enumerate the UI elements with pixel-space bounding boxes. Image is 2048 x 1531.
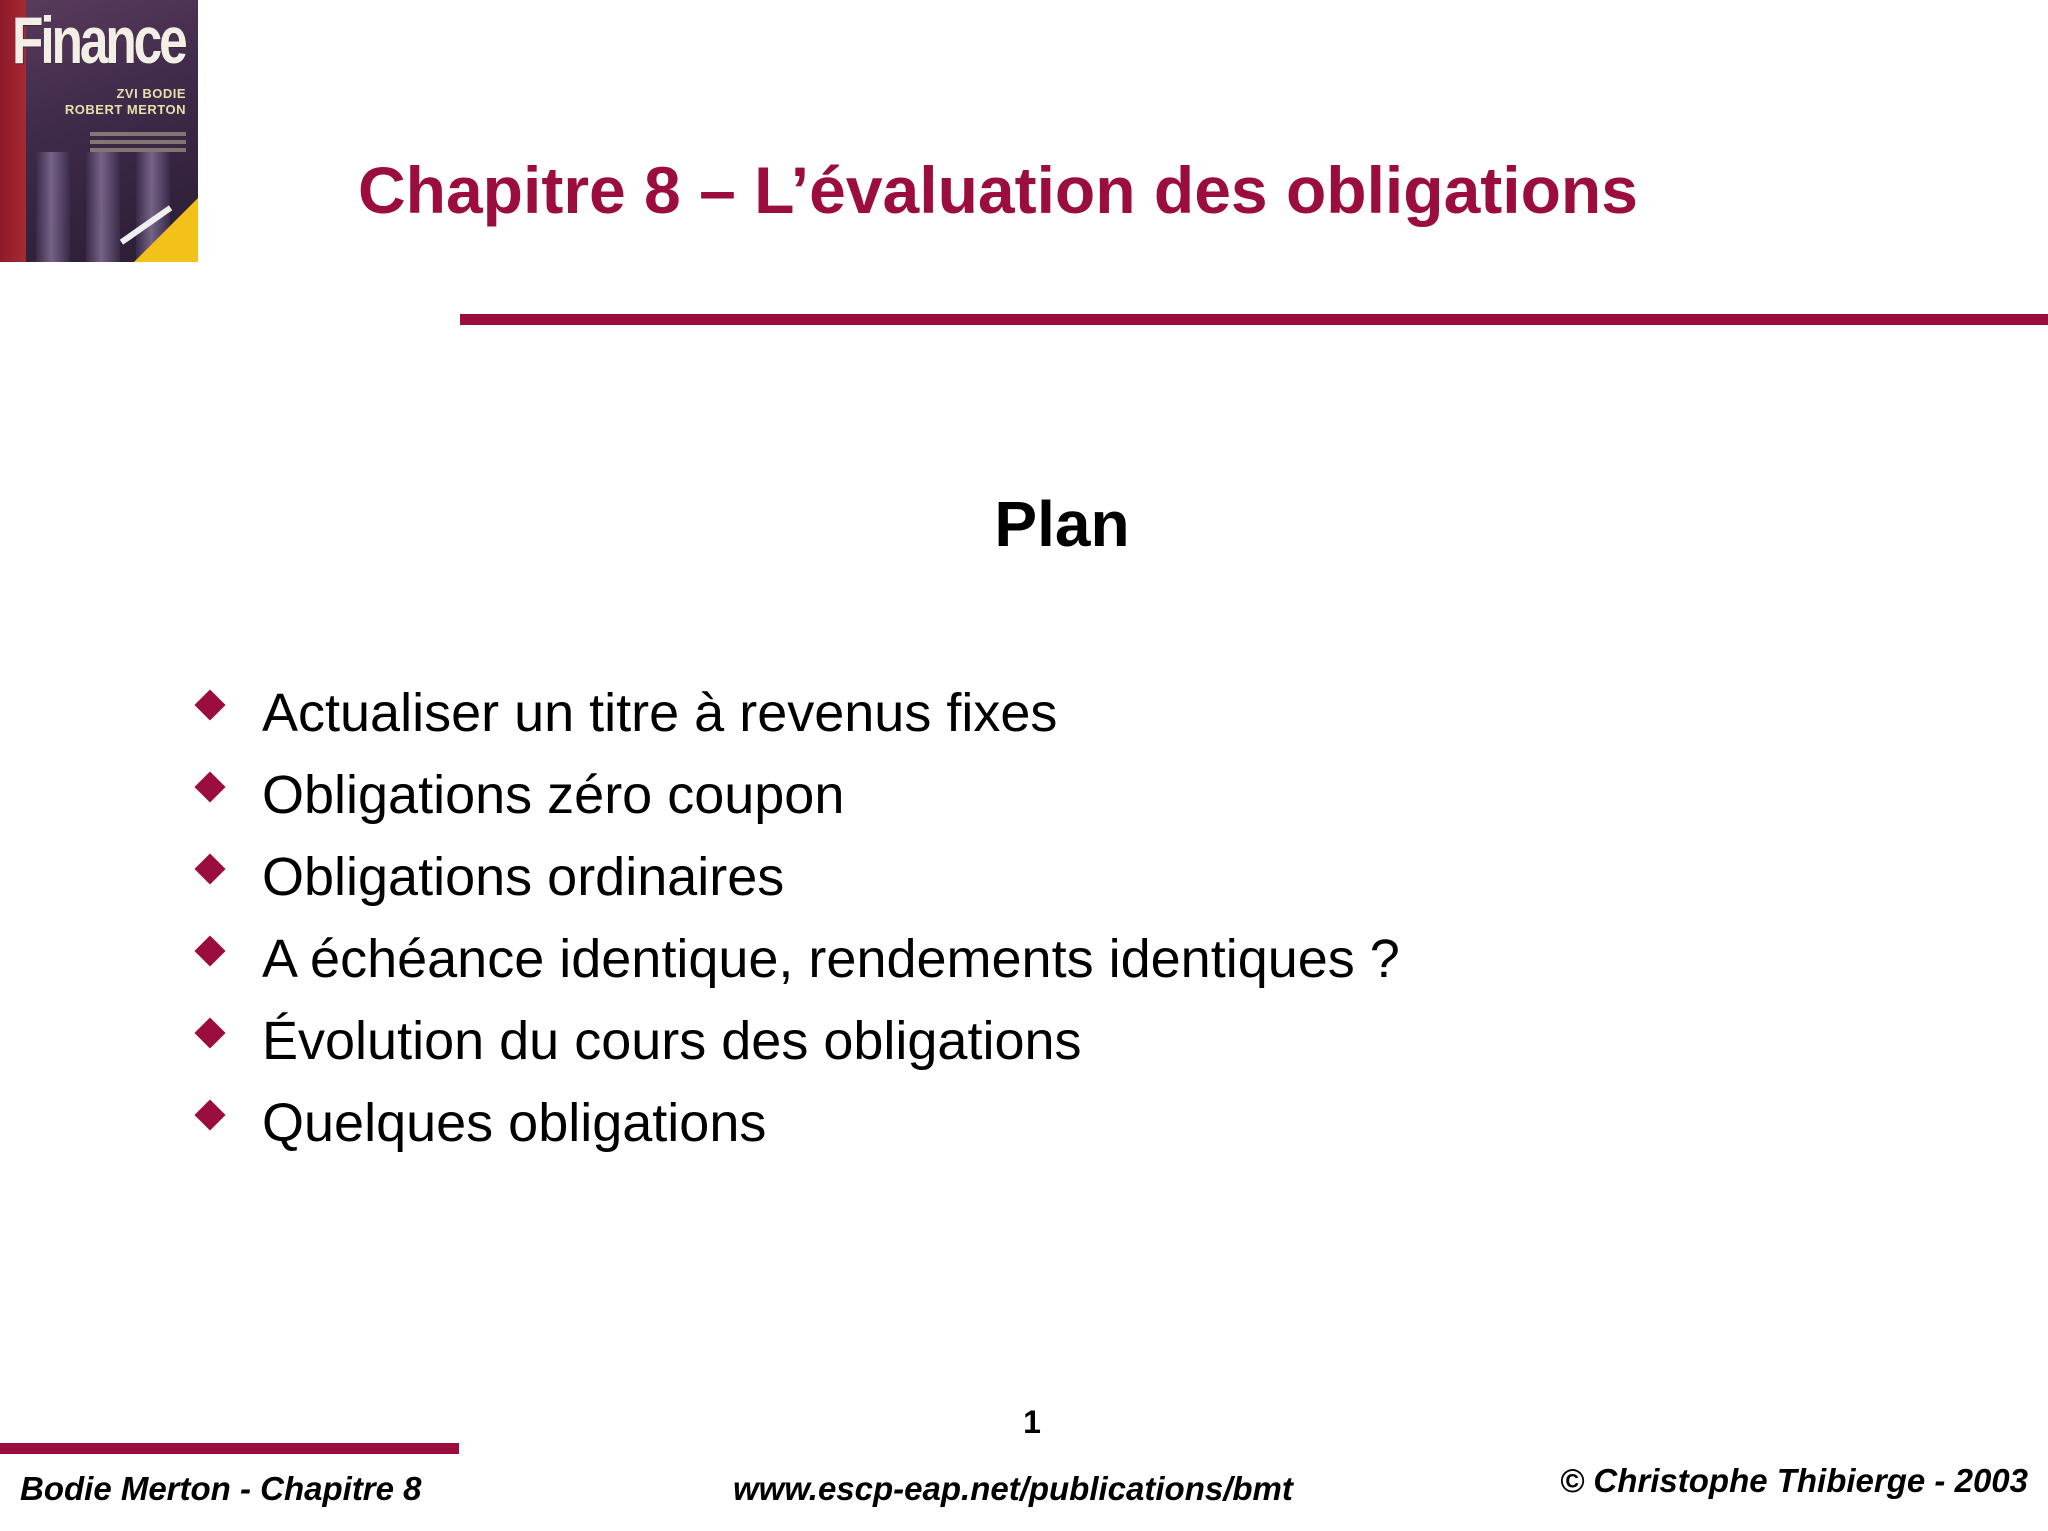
cover-title: Finance [12,3,185,77]
list-item [190,754,1400,836]
list-item-text: A échéance identique, rendements identiques ? [262,929,1400,989]
list-item [190,918,1400,1000]
list-item [190,672,1400,754]
slide-subtitle: Plan [994,488,1130,560]
footer-left-text: Bodie Merton - Chapitre 8 [20,1470,422,1507]
slide-title: Chapitre 8 – L’évaluation des obligations [358,153,1638,227]
footer-divider [0,1443,459,1454]
list-item-text: Évolution du cours des obligations [262,1011,1082,1071]
cover-column [86,152,120,262]
footer-url: www.escp-eap.net/publications/bmt [733,1470,1293,1507]
page-number: 1 [1023,1404,1041,1440]
diamond-bullet-icon [194,771,225,802]
list-item [190,836,1400,918]
title-divider [460,314,2048,325]
list-item-text: Obligations zéro coupon [262,765,845,825]
plan-list [190,672,1400,1164]
cover-author: ROBERT MERTON [64,102,186,117]
book-cover-image [0,0,198,262]
list-item-text: Quelques obligations [262,1093,767,1153]
diamond-bullet-icon [194,1099,225,1130]
diamond-bullet-icon [194,935,225,966]
diamond-bullet-icon [194,1017,225,1048]
footer-copyright: © Christophe Thibierge - 2003 [1559,1462,2028,1499]
cover-column [36,152,70,262]
diamond-bullet-icon [194,689,225,720]
list-item-text: Obligations ordinaires [262,847,785,907]
diamond-bullet-icon [194,853,225,884]
cover-author: ZVI BODIE [116,86,186,101]
cover-authors [65,86,186,118]
list-item [190,1082,1400,1164]
cover-fine-print [90,128,186,158]
list-item-text: Actualiser un titre à revenus fixes [262,683,1058,743]
list-item [190,1000,1400,1082]
